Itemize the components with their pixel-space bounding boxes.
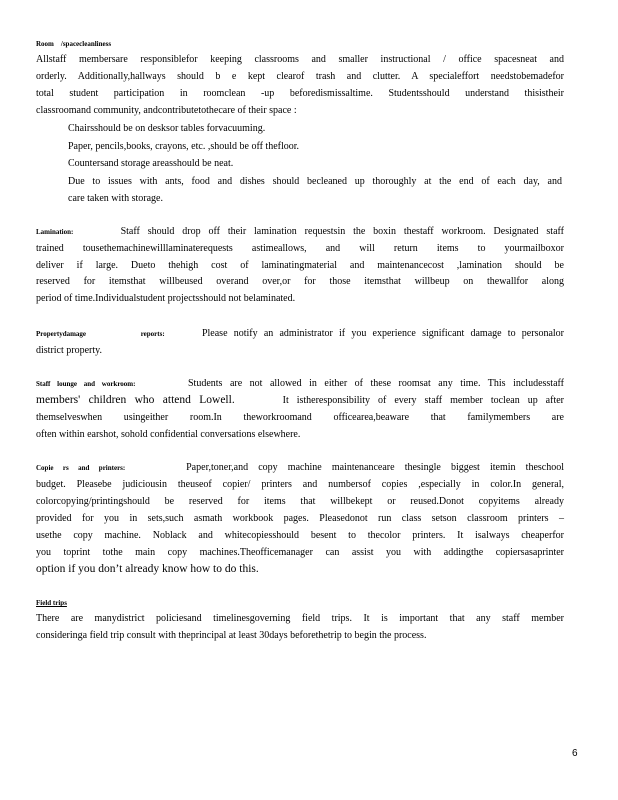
heading-room-part1: Room [36,40,54,48]
copiers-line-6: you toprint tothe main copy machines.Theofficemanager can assist you with addingthe copiersasaprinter [36,547,564,558]
room-bullet-4-line-2: care taken with storage. [68,193,163,204]
property-line-2: district property. [36,345,103,356]
lamination-line-3: deliver if large. Dueto thehigh cost of laminatingmaterial and maintenancecost ,lamination should be [36,260,564,271]
room-bullet-3: Countersand storage areasshould be neat. [68,158,234,169]
staff-line-1 [36,378,564,390]
section-heading-lamination: Lamination: [36,228,74,236]
room-line-4: classroomand community, andcontributetothecare of their space : [36,105,297,116]
heading-room-part2: /spacecleanliness [60,40,112,48]
staff-line-2 [36,394,564,407]
room-line-3: total student participation in roomclean -up beforedismissaltime. Studentsshould understand thisistheir [36,88,564,99]
section-heading-field-trips: Field trips [36,599,67,607]
section-heading-staff-lounge: Staff lounge and workroom: [36,380,136,388]
copiers-line-5: usethe copy machine. Noblack and whitecopiesshould besent to thecolor printers. It isalways cheaperfor [36,530,564,541]
field-trips-line-1: There are manydistrict policiesand timelinesgoverning field trips. It is important that any staff member [36,613,564,624]
lamination-line-5: period of time.Individualstudent projectsshould not belaminated. [36,293,296,304]
room-bullet-2: Paper, pencils,books, crayons, etc. ,should be off thefloor. [68,141,300,152]
field-trips-line-2: consideringa field trip consult with theprincipal at least 30days beforethetrip to begin the process. [36,630,427,641]
room-bullet-1: Chairsshould be on desksor tables forvacuuming. [68,123,266,134]
section-heading-copiers: Copie rs and printers: [36,464,126,472]
room-line-2: orderly. Additionally,hallways should b e kept clearof trash and clutter. A specialeffort needstobemadefor [36,71,564,82]
lamination-line-1 [36,226,564,238]
property-heading-part2: reports: [140,330,165,338]
copiers-line-1 [36,462,564,474]
staff-line-3: themselveswhen usingeither room.In theworkroomand officearea,beaware that familymembers are [36,412,564,423]
lamination-line-4: reserved for itemsthat willbeused overand over,or for those itemsthat willbeup on thewallfor along [36,276,564,287]
copiers-line-3: colorcopying/printingshould be reserved for items that willbekept or reused.Donot copyitems already [36,496,564,507]
staff-line-2-text: It istheresponsibility of every staff member toclean up after [282,395,564,406]
copiers-line-7: option if you don’t already know how to do this. [36,563,259,575]
page-number: 6 [572,748,578,759]
staff-line-2-big-text: members' children who attend Lowell. [36,394,235,406]
room-bullet-4-line-1: Due to issues with ants, food and dishes should becleaned up thoroughly at the end of each day, and [68,176,562,187]
room-line-1: Allstaff membersare responsiblefor keeping classrooms and smaller instructional / office spacesneat and [36,54,564,65]
copiers-line-4: provided for you in sets,such asmath workbook pages. Pleasedonot run class setson classroom printers – [36,513,564,524]
lamination-line-2: trained tousethemachinewilllaminaterequests astimeallows, and will return items to yourmailboxor [36,243,564,254]
section-heading-room [36,40,111,48]
property-line-1 [36,328,564,340]
section-heading-property [36,330,165,338]
copiers-line-1-text: Paper,toner,and copy machine maintenanceare thesingle biggest itemin theschool [186,462,565,473]
property-heading-part1: Propertydamage [36,330,87,338]
staff-line-1-text: Students are not allowed in either of these roomsat any time. This includesstaff [188,378,564,389]
copiers-line-2: budget. Pleasebe judiciousin theuseof copier/ printers and numbersof copies ,especially in color.In general, [36,479,564,490]
property-line-1-text: Please notify an administrator if you experience significant damage to personalor [201,328,565,339]
staff-line-4: often within earshot, sohold confidential conversations elsewhere. [36,429,301,440]
lamination-line-1-text: Staff should drop off their lamination requestsin the boxin thestaff workroom. Designated staff [120,226,564,237]
